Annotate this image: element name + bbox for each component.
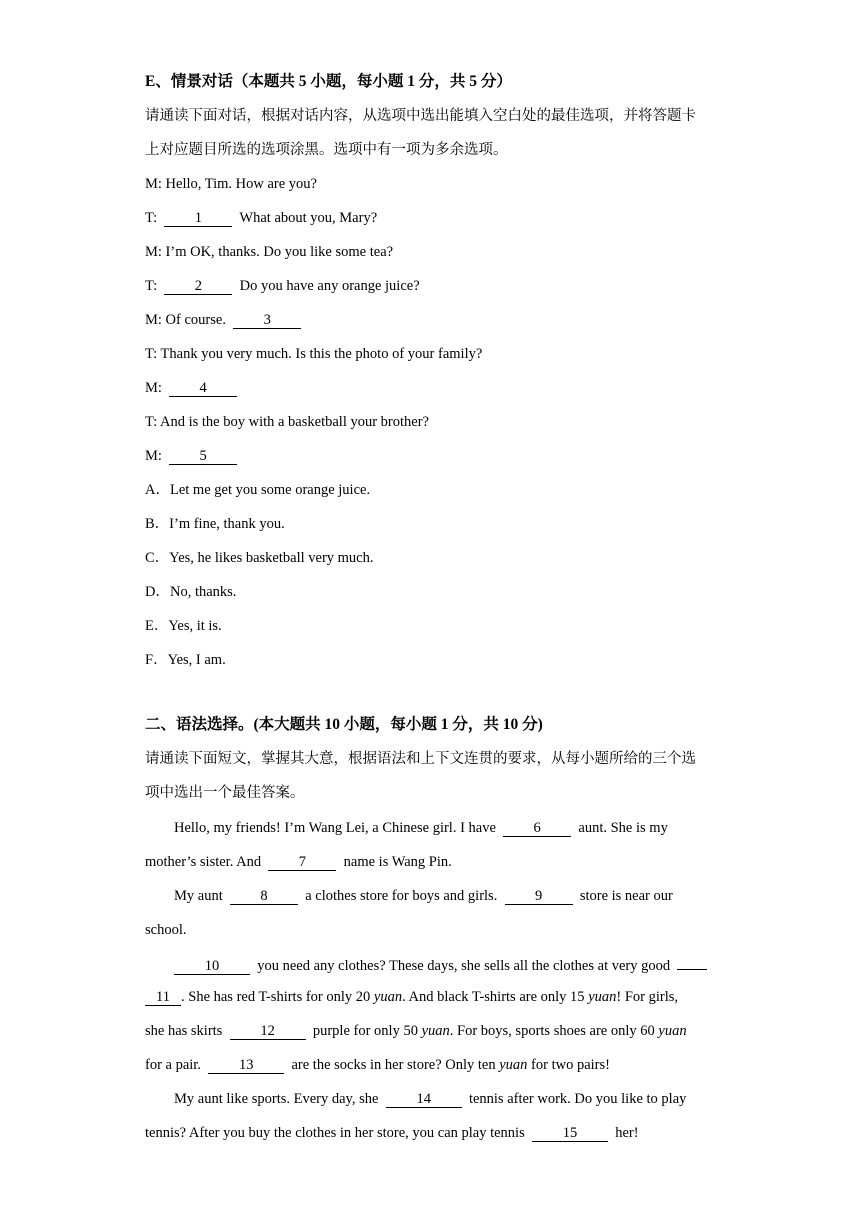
passage-text: mother’s sister. And <box>145 854 262 870</box>
answer-blank-12[interactable]: 12 <box>230 1023 306 1040</box>
passage-text: My aunt <box>174 888 223 904</box>
dialog-line-5 <box>145 310 301 330</box>
passage-text: for a pair. <box>145 1057 201 1073</box>
dialog-line-9 <box>145 446 237 466</box>
answer-blank-2[interactable]: 2 <box>164 278 232 295</box>
answer-blank-15[interactable]: 15 <box>532 1125 608 1142</box>
passage-line-9 <box>174 1089 686 1109</box>
yuan-word: yuan <box>373 989 403 1005</box>
passage-line-10 <box>145 1123 639 1143</box>
option-d: D．No, thanks. <box>145 584 237 600</box>
section-e-instruction-2: 上对应题目所选的选项涂黑。选项中有一项为多余选项。 <box>145 142 508 158</box>
dialog-text: What about you, Mary? <box>239 210 378 226</box>
dialog-line-4 <box>145 276 420 296</box>
passage-line-5 <box>174 953 707 976</box>
option-f: F．Yes, I am. <box>145 652 226 668</box>
passage-line-1 <box>174 818 668 838</box>
passage-text: are the socks in her store? Only ten <box>291 1057 496 1073</box>
passage-text: My aunt like sports. Every day, she <box>174 1091 379 1107</box>
answer-blank-10[interactable]: 10 <box>174 958 250 975</box>
passage-line-6 <box>145 987 678 1007</box>
passage-text: tennis after work. Do you like to play <box>468 1091 687 1107</box>
passage-text: a clothes store for boys and girls. <box>305 888 498 904</box>
dialog-line-3: M: I’m OK, thanks. Do you like some tea? <box>145 244 394 260</box>
passage-text: aunt. She is my <box>578 820 668 836</box>
passage-text: tennis? After you buy the clothes in her store, you can play tennis <box>145 1125 525 1141</box>
answer-blank-1[interactable]: 1 <box>164 210 232 227</box>
answer-blank-11-start[interactable] <box>677 953 707 970</box>
option-c: C．Yes, he likes basketball very much. <box>145 550 374 566</box>
answer-blank-8[interactable]: 8 <box>230 888 298 905</box>
dialog-line-6: T: Thank you very much. Is this the photo of your family? <box>145 346 483 362</box>
passage-line-7 <box>145 1021 687 1041</box>
speaker-label: T: <box>145 278 158 294</box>
passage-line-4: school. <box>145 922 187 938</box>
section-2-instruction-1: 请通读下面短文，掌握其大意，根据语法和上下文连贯的要求，从每小题所给的三个选 <box>145 751 696 767</box>
speaker-label: M: <box>145 380 162 396</box>
dialog-line-2 <box>145 208 377 228</box>
yuan-word: yuan <box>588 989 617 1005</box>
answer-blank-13[interactable]: 13 <box>208 1057 284 1074</box>
answer-blank-9[interactable]: 9 <box>505 888 573 905</box>
option-b: B．I’m fine, thank you. <box>145 516 285 532</box>
passage-line-2 <box>145 852 452 872</box>
passage-text: name is Wang Pin. <box>343 854 452 870</box>
section-2-instruction-2: 项中选出一个最佳答案。 <box>145 785 305 801</box>
answer-blank-3[interactable]: 3 <box>233 312 301 329</box>
dialog-line-8: T: And is the boy with a basketball your brother? <box>145 414 429 430</box>
yuan-word: yuan <box>658 1023 687 1039</box>
answer-blank-14[interactable]: 14 <box>386 1091 462 1108</box>
passage-line-3 <box>174 886 673 906</box>
passage-text: you need any clothes? These days, she sells all the clothes at very good <box>257 958 671 974</box>
passage-text: her! <box>615 1125 639 1141</box>
dialog-line-7 <box>145 378 237 398</box>
option-e: E．Yes, it is. <box>145 618 222 634</box>
passage-line-8 <box>145 1055 610 1075</box>
speaker-label: M: <box>145 448 162 464</box>
section-e-heading: E、情景对话（本题共 5 小题，每小题 1 分，共 5 分） <box>145 73 512 90</box>
passage-text: . And black T-shirts are only 15 <box>402 989 585 1005</box>
section-e-instruction-1: 请通读下面对话，根据对话内容，从选项中选出能填入空白处的最佳选项，并将答题卡 <box>145 108 696 124</box>
option-a: A．Let me get you some orange juice. <box>145 482 371 498</box>
passage-text: for two pairs! <box>531 1057 610 1073</box>
answer-blank-5[interactable]: 5 <box>169 448 237 465</box>
answer-blank-11[interactable]: 11 <box>145 989 181 1006</box>
passage-text: ! For girls, <box>616 989 678 1005</box>
section-2-heading: 二、语法选择。(本大题共 10 小题，每小题 1 分，共 10 分) <box>145 716 543 733</box>
dialog-text: M: Of course. <box>145 312 226 328</box>
yuan-word: yuan <box>421 1023 450 1039</box>
passage-text: store is near our <box>579 888 673 904</box>
passage-text: Hello, my friends! I’m Wang Lei, a Chinese girl. I have <box>174 820 496 836</box>
passage-text: . She has red T-shirts for only 20 <box>181 989 371 1005</box>
yuan-word: yuan <box>499 1057 528 1073</box>
dialog-line-1: M: Hello, Tim. How are you? <box>145 176 317 192</box>
dialog-text: Do you have any orange juice? <box>239 278 420 294</box>
answer-blank-7[interactable]: 7 <box>268 854 336 871</box>
passage-text: . For boys, sports shoes are only 60 <box>449 1023 655 1039</box>
passage-text: purple for only 50 <box>312 1023 418 1039</box>
speaker-label: T: <box>145 210 158 226</box>
answer-blank-6[interactable]: 6 <box>503 820 571 837</box>
passage-text: she has skirts <box>145 1023 223 1039</box>
answer-blank-4[interactable]: 4 <box>169 380 237 397</box>
